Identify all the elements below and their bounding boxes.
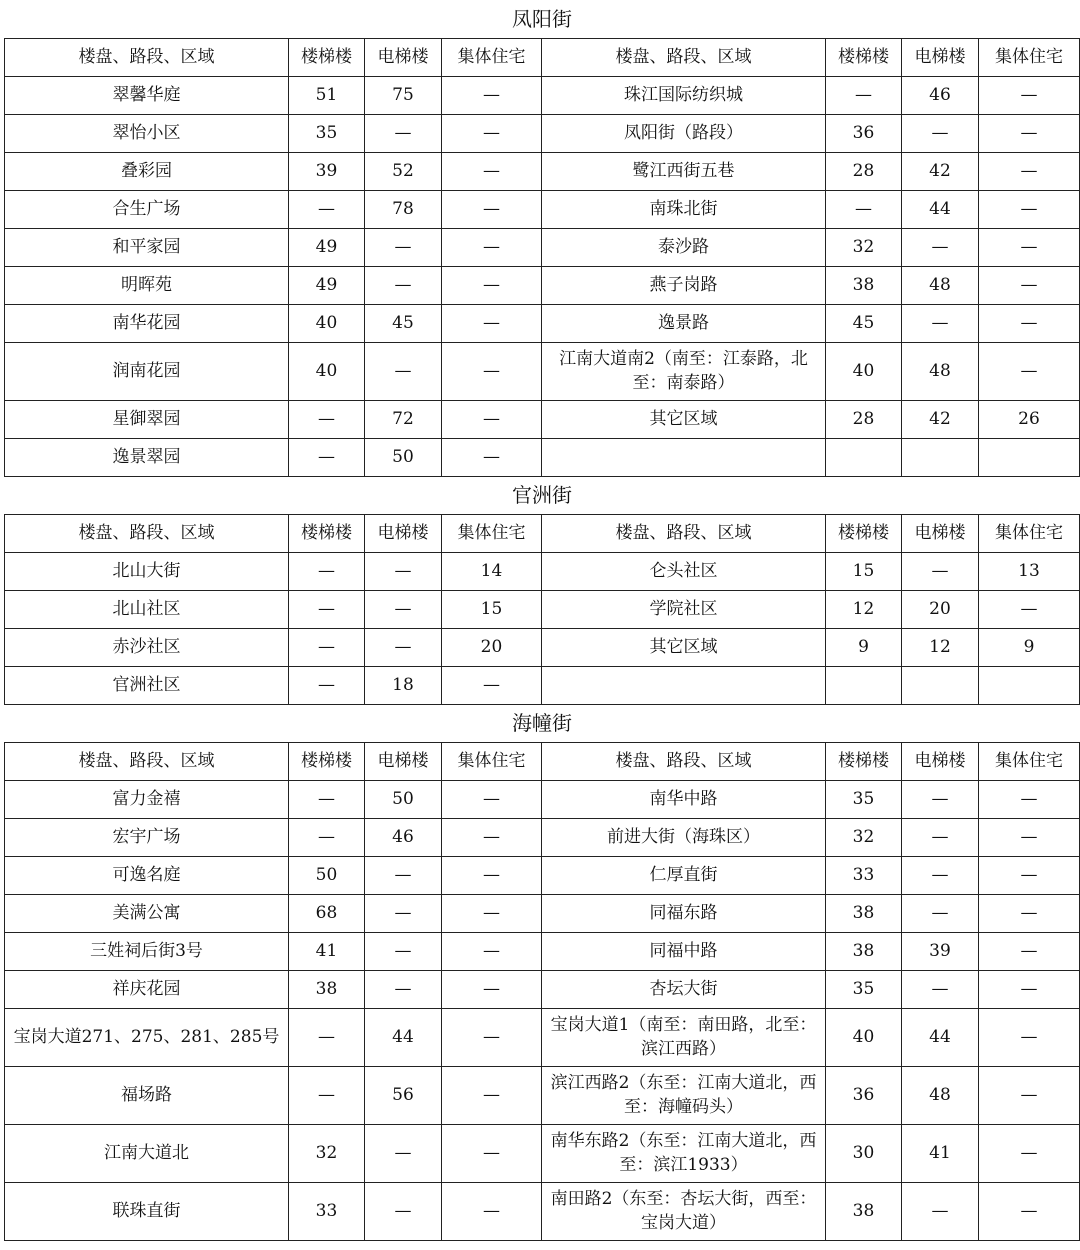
- area-name-cell: 凤阳街（路段）: [542, 114, 826, 152]
- price-cell: —: [289, 552, 365, 590]
- price-cell: 42: [902, 400, 979, 438]
- price-cell: —: [979, 76, 1080, 114]
- column-header: 楼梯楼: [826, 514, 902, 552]
- section-title: 凤阳街: [5, 0, 1080, 38]
- column-header: 楼盘、路段、区域: [5, 38, 289, 76]
- column-header: 楼梯楼: [826, 38, 902, 76]
- price-cell: —: [289, 818, 365, 856]
- area-name-cell: 福场路: [5, 1066, 289, 1124]
- price-cell: —: [979, 228, 1080, 266]
- price-cell: —: [979, 266, 1080, 304]
- price-cell: 35: [289, 114, 365, 152]
- price-cell: 40: [826, 342, 902, 400]
- price-cell: —: [442, 114, 542, 152]
- price-cell: —: [289, 666, 365, 704]
- area-name-cell: 同福中路: [542, 932, 826, 970]
- price-cell: —: [902, 228, 979, 266]
- table-row: [5, 76, 1080, 114]
- column-header: 楼盘、路段、区域: [5, 742, 289, 780]
- price-cell: —: [289, 400, 365, 438]
- price-cell: [979, 438, 1080, 476]
- price-cell: 41: [902, 1124, 979, 1182]
- price-cell: 15: [442, 590, 542, 628]
- table-row: [5, 152, 1080, 190]
- price-cell: 44: [902, 1008, 979, 1066]
- column-header: 电梯楼: [902, 742, 979, 780]
- column-header: 楼盘、路段、区域: [542, 742, 826, 780]
- column-header: 集体住宅: [979, 514, 1080, 552]
- area-name-cell: 南田路2（东至：杏坛大街，西至：宝岗大道）: [542, 1182, 826, 1240]
- price-cell: [979, 666, 1080, 704]
- area-name-cell: 赤沙社区: [5, 628, 289, 666]
- price-cell: 46: [902, 76, 979, 114]
- table-row: [5, 818, 1080, 856]
- table-row: [5, 1066, 1080, 1124]
- area-name-cell: 明晖苑: [5, 266, 289, 304]
- column-header: 电梯楼: [365, 38, 442, 76]
- price-cell: 9: [826, 628, 902, 666]
- price-cell: —: [442, 666, 542, 704]
- price-cell: —: [979, 304, 1080, 342]
- price-cell: —: [442, 190, 542, 228]
- column-header-row: [5, 514, 1080, 552]
- price-cell: —: [902, 552, 979, 590]
- area-name-cell: 滨江西路2（东至：江南大道北，西至：海幢码头）: [542, 1066, 826, 1124]
- area-name-cell: 逸景翠园: [5, 438, 289, 476]
- price-cell: —: [365, 970, 442, 1008]
- area-name-cell: 前进大街（海珠区）: [542, 818, 826, 856]
- table-row: [5, 1008, 1080, 1066]
- column-header: 楼梯楼: [826, 742, 902, 780]
- table-row: [5, 400, 1080, 438]
- column-header: 楼梯楼: [289, 742, 365, 780]
- price-cell: —: [289, 590, 365, 628]
- table-row: [5, 552, 1080, 590]
- area-name-cell: 珠江国际纺织城: [542, 76, 826, 114]
- table-row: [5, 190, 1080, 228]
- price-cell: —: [826, 190, 902, 228]
- area-name-cell: 泰沙路: [542, 228, 826, 266]
- column-header: 集体住宅: [442, 742, 542, 780]
- column-header-row: [5, 742, 1080, 780]
- price-cell: 72: [365, 400, 442, 438]
- table-row: [5, 1124, 1080, 1182]
- price-cell: 48: [902, 266, 979, 304]
- price-cell: —: [365, 1182, 442, 1240]
- area-name-cell: 宝岗大道1（南至：南田路，北至：滨江西路）: [542, 1008, 826, 1066]
- section-title-row: [5, 476, 1080, 514]
- column-header: 集体住宅: [979, 742, 1080, 780]
- section-title-row: [5, 704, 1080, 742]
- price-cell: —: [979, 780, 1080, 818]
- column-header: 电梯楼: [902, 38, 979, 76]
- price-cell: 40: [289, 304, 365, 342]
- area-name-cell: 可逸名庭: [5, 856, 289, 894]
- price-cell: 38: [826, 1182, 902, 1240]
- price-cell: —: [289, 1008, 365, 1066]
- area-name-cell: 北山大街: [5, 552, 289, 590]
- price-cell: 12: [902, 628, 979, 666]
- area-name-cell: 富力金禧: [5, 780, 289, 818]
- price-cell: 51: [289, 76, 365, 114]
- table-row: [5, 590, 1080, 628]
- price-cell: 45: [826, 304, 902, 342]
- table-row: [5, 304, 1080, 342]
- area-name-cell: 北山社区: [5, 590, 289, 628]
- column-header: 集体住宅: [442, 38, 542, 76]
- price-cell: —: [979, 856, 1080, 894]
- price-cell: 45: [365, 304, 442, 342]
- price-cell: —: [442, 228, 542, 266]
- area-name-cell: 江南大道南2（南至：江泰路，北至：南泰路）: [542, 342, 826, 400]
- price-cell: 44: [902, 190, 979, 228]
- area-name-cell: 南华中路: [542, 780, 826, 818]
- price-cell: —: [442, 152, 542, 190]
- price-cell: —: [902, 894, 979, 932]
- price-cell: —: [979, 818, 1080, 856]
- price-cell: —: [979, 1008, 1080, 1066]
- price-cell: —: [289, 780, 365, 818]
- price-cell: 18: [365, 666, 442, 704]
- column-header: 电梯楼: [365, 742, 442, 780]
- price-cell: 41: [289, 932, 365, 970]
- price-cell: —: [442, 818, 542, 856]
- price-cell: —: [365, 628, 442, 666]
- price-cell: —: [442, 780, 542, 818]
- price-cell: —: [442, 400, 542, 438]
- price-cell: —: [902, 114, 979, 152]
- area-name-cell: [542, 438, 826, 476]
- price-cell: 20: [902, 590, 979, 628]
- table-row: [5, 628, 1080, 666]
- price-cell: —: [289, 438, 365, 476]
- price-cell: 26: [979, 400, 1080, 438]
- price-cell: —: [442, 1008, 542, 1066]
- price-cell: 28: [826, 152, 902, 190]
- column-header: 楼盘、路段、区域: [5, 514, 289, 552]
- price-cell: —: [365, 932, 442, 970]
- price-cell: 15: [826, 552, 902, 590]
- price-cell: 44: [365, 1008, 442, 1066]
- area-name-cell: 官洲社区: [5, 666, 289, 704]
- section-title: 官洲街: [5, 476, 1080, 514]
- price-cell: 32: [826, 818, 902, 856]
- price-cell: —: [979, 1124, 1080, 1182]
- price-cell: 35: [826, 780, 902, 818]
- price-cell: 12: [826, 590, 902, 628]
- area-name-cell: 祥庆花园: [5, 970, 289, 1008]
- price-cell: 50: [289, 856, 365, 894]
- price-cell: —: [442, 438, 542, 476]
- price-cell: —: [289, 628, 365, 666]
- price-cell: [826, 666, 902, 704]
- area-name-cell: 学院社区: [542, 590, 826, 628]
- table-row: [5, 932, 1080, 970]
- price-cell: —: [365, 552, 442, 590]
- price-cell: —: [442, 1124, 542, 1182]
- price-cell: —: [979, 1066, 1080, 1124]
- price-cell: —: [289, 190, 365, 228]
- area-name-cell: 南华东路2（东至：江南大道北，西至：滨江1933）: [542, 1124, 826, 1182]
- price-cell: —: [442, 970, 542, 1008]
- area-name-cell: 江南大道北: [5, 1124, 289, 1182]
- area-name-cell: 翠馨华庭: [5, 76, 289, 114]
- price-cell: 30: [826, 1124, 902, 1182]
- table-row: [5, 970, 1080, 1008]
- price-cell: 14: [442, 552, 542, 590]
- price-cell: —: [979, 970, 1080, 1008]
- column-header: 电梯楼: [365, 514, 442, 552]
- table-row: [5, 894, 1080, 932]
- table-row: [5, 266, 1080, 304]
- price-cell: 49: [289, 228, 365, 266]
- price-cell: 35: [826, 970, 902, 1008]
- price-cell: 40: [289, 342, 365, 400]
- price-cell: —: [442, 266, 542, 304]
- area-name-cell: 宝岗大道271、275、281、285号: [5, 1008, 289, 1066]
- price-cell: —: [979, 342, 1080, 400]
- price-cell: —: [979, 190, 1080, 228]
- column-header: 楼梯楼: [289, 514, 365, 552]
- area-name-cell: 叠彩园: [5, 152, 289, 190]
- price-cell: 38: [826, 894, 902, 932]
- table-row: [5, 114, 1080, 152]
- price-cell: 38: [826, 266, 902, 304]
- area-name-cell: 仁厚直街: [542, 856, 826, 894]
- price-cell: 20: [442, 628, 542, 666]
- area-name-cell: 杏坛大街: [542, 970, 826, 1008]
- price-cell: 36: [826, 1066, 902, 1124]
- area-name-cell: 逸景路: [542, 304, 826, 342]
- area-name-cell: 鹭江西街五巷: [542, 152, 826, 190]
- section-title: 海幢街: [5, 704, 1080, 742]
- price-cell: —: [365, 342, 442, 400]
- price-cell: 50: [365, 780, 442, 818]
- price-cell: —: [902, 856, 979, 894]
- column-header: 集体住宅: [979, 38, 1080, 76]
- price-cell: —: [902, 970, 979, 1008]
- price-cell: —: [365, 856, 442, 894]
- price-cell: —: [442, 1066, 542, 1124]
- area-name-cell: 宏宇广场: [5, 818, 289, 856]
- price-cell: 49: [289, 266, 365, 304]
- area-name-cell: 同福东路: [542, 894, 826, 932]
- price-cell: 33: [289, 1182, 365, 1240]
- area-name-cell: 南华花园: [5, 304, 289, 342]
- price-cell: —: [365, 590, 442, 628]
- table-row: [5, 1182, 1080, 1240]
- price-cell: 28: [826, 400, 902, 438]
- section-title-row: [5, 0, 1080, 38]
- area-name-cell: 其它区域: [542, 400, 826, 438]
- price-cell: —: [442, 932, 542, 970]
- price-cell: —: [979, 152, 1080, 190]
- table-row: [5, 856, 1080, 894]
- table-row: [5, 342, 1080, 400]
- price-cell: 13: [979, 552, 1080, 590]
- price-cell: —: [442, 304, 542, 342]
- price-cell: —: [979, 894, 1080, 932]
- area-name-cell: 其它区域: [542, 628, 826, 666]
- column-header: 楼盘、路段、区域: [542, 38, 826, 76]
- price-cell: —: [979, 590, 1080, 628]
- price-cell: —: [365, 894, 442, 932]
- price-cell: 38: [289, 970, 365, 1008]
- price-cell: 52: [365, 152, 442, 190]
- column-header: 电梯楼: [902, 514, 979, 552]
- column-header: 楼盘、路段、区域: [542, 514, 826, 552]
- price-cell: 46: [365, 818, 442, 856]
- area-name-cell: 燕子岗路: [542, 266, 826, 304]
- price-cell: —: [902, 780, 979, 818]
- price-cell: —: [442, 76, 542, 114]
- price-cell: 68: [289, 894, 365, 932]
- price-cell: —: [289, 1066, 365, 1124]
- column-header: 集体住宅: [442, 514, 542, 552]
- price-cell: —: [979, 1182, 1080, 1240]
- price-cell: 48: [902, 1066, 979, 1124]
- price-cell: —: [442, 894, 542, 932]
- area-name-cell: [542, 666, 826, 704]
- price-cell: —: [365, 266, 442, 304]
- price-cell: 75: [365, 76, 442, 114]
- price-cell: 32: [289, 1124, 365, 1182]
- area-name-cell: 美满公寓: [5, 894, 289, 932]
- price-cell: 33: [826, 856, 902, 894]
- price-cell: —: [902, 304, 979, 342]
- table-row: [5, 780, 1080, 818]
- price-cell: 40: [826, 1008, 902, 1066]
- price-cell: —: [979, 114, 1080, 152]
- area-name-cell: 润南花园: [5, 342, 289, 400]
- price-cell: 56: [365, 1066, 442, 1124]
- area-name-cell: 合生广场: [5, 190, 289, 228]
- price-cell: 42: [902, 152, 979, 190]
- price-cell: —: [902, 1182, 979, 1240]
- area-name-cell: 和平家园: [5, 228, 289, 266]
- area-name-cell: 翠怡小区: [5, 114, 289, 152]
- price-cell: —: [365, 228, 442, 266]
- area-name-cell: 三姓祠后街3号: [5, 932, 289, 970]
- housing-table: [4, 0, 1080, 1241]
- price-cell: —: [902, 818, 979, 856]
- price-cell: 36: [826, 114, 902, 152]
- area-name-cell: 联珠直街: [5, 1182, 289, 1240]
- price-cell: —: [442, 342, 542, 400]
- price-cell: 50: [365, 438, 442, 476]
- price-cell: [902, 666, 979, 704]
- price-cell: —: [365, 114, 442, 152]
- price-cell: 78: [365, 190, 442, 228]
- area-name-cell: 南珠北街: [542, 190, 826, 228]
- table-row: [5, 666, 1080, 704]
- price-cell: —: [365, 1124, 442, 1182]
- price-cell: 39: [289, 152, 365, 190]
- table-row: [5, 438, 1080, 476]
- price-cell: 32: [826, 228, 902, 266]
- price-cell: 38: [826, 932, 902, 970]
- area-name-cell: 星御翠园: [5, 400, 289, 438]
- price-cell: [826, 438, 902, 476]
- price-cell: —: [442, 1182, 542, 1240]
- price-cell: —: [979, 932, 1080, 970]
- price-cell: —: [826, 76, 902, 114]
- price-cell: 48: [902, 342, 979, 400]
- column-header: 楼梯楼: [289, 38, 365, 76]
- price-cell: —: [442, 856, 542, 894]
- area-name-cell: 仑头社区: [542, 552, 826, 590]
- price-cell: [902, 438, 979, 476]
- price-cell: 39: [902, 932, 979, 970]
- price-cell: 9: [979, 628, 1080, 666]
- table-row: [5, 228, 1080, 266]
- column-header-row: [5, 38, 1080, 76]
